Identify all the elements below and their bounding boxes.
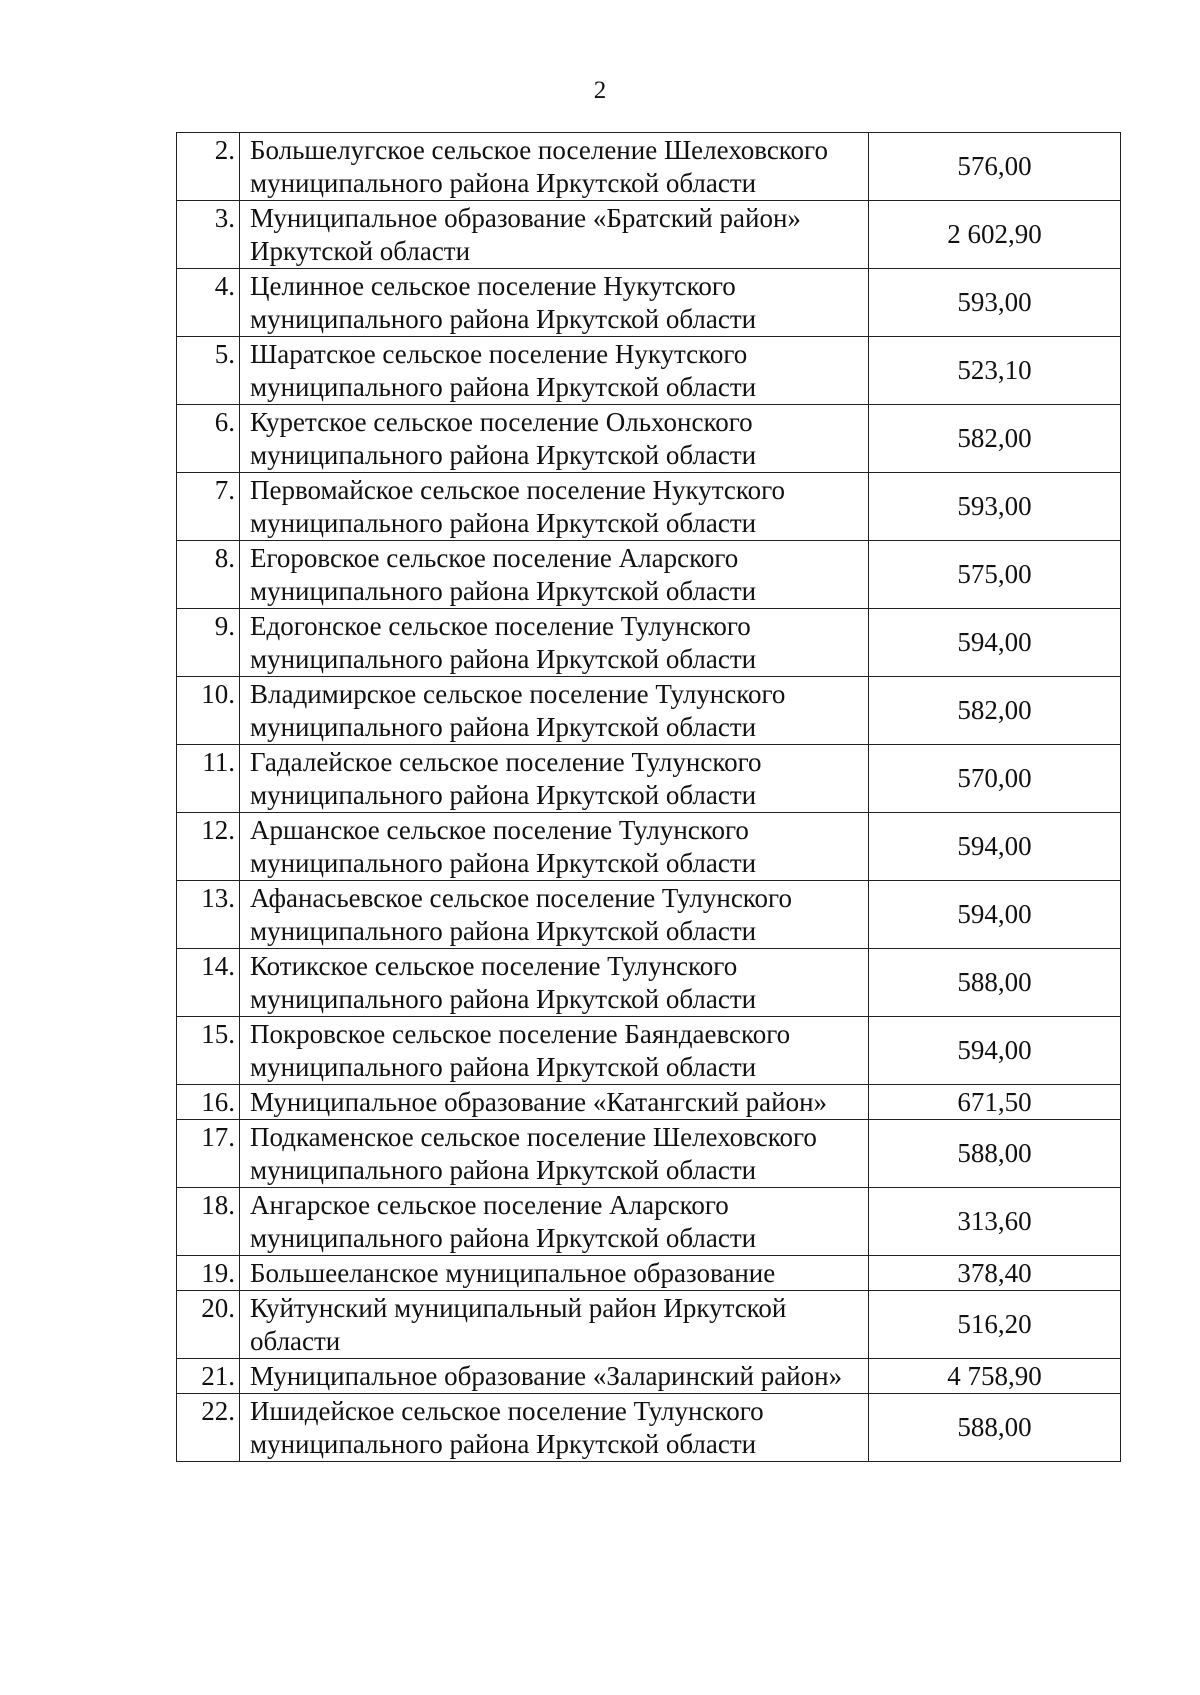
row-number: 3. xyxy=(177,201,240,269)
municipality-name: Муниципальное образование «Заларинский район» xyxy=(240,1359,869,1394)
table-row xyxy=(177,1085,1121,1120)
table-row xyxy=(177,1017,1121,1085)
row-number: 18. xyxy=(177,1188,240,1256)
row-number: 13. xyxy=(177,881,240,949)
municipality-name: Куретское сельское поселение Ольхонского муниципального района Иркутской области xyxy=(240,405,869,473)
table-row xyxy=(177,201,1121,269)
municipality-name: Большееланское муниципальное образование xyxy=(240,1256,869,1291)
row-number: 4. xyxy=(177,269,240,337)
row-number: 7. xyxy=(177,473,240,541)
amount-value: 582,00 xyxy=(869,405,1121,473)
amount-value: 593,00 xyxy=(869,473,1121,541)
table-row xyxy=(177,133,1121,201)
amount-value: 570,00 xyxy=(869,745,1121,813)
table-row xyxy=(177,1291,1121,1359)
municipality-name: Куйтунский муниципальный район Иркутской области xyxy=(240,1291,869,1359)
row-number: 9. xyxy=(177,609,240,677)
row-number: 22. xyxy=(177,1394,240,1462)
amount-value: 523,10 xyxy=(869,337,1121,405)
row-number: 10. xyxy=(177,677,240,745)
row-number: 17. xyxy=(177,1120,240,1188)
amount-value: 575,00 xyxy=(869,541,1121,609)
table-row xyxy=(177,1359,1121,1394)
municipality-name: Шаратское сельское поселение Нукутского муниципального района Иркутской области xyxy=(240,337,869,405)
table-row xyxy=(177,677,1121,745)
row-number: 2. xyxy=(177,133,240,201)
amount-value: 4 758,90 xyxy=(869,1359,1121,1394)
row-number: 19. xyxy=(177,1256,240,1291)
row-number: 21. xyxy=(177,1359,240,1394)
table-row xyxy=(177,337,1121,405)
amount-value: 378,40 xyxy=(869,1256,1121,1291)
municipality-name: Первомайское сельское поселение Нукутского муниципального района Иркутской области xyxy=(240,473,869,541)
row-number: 12. xyxy=(177,813,240,881)
amount-value: 594,00 xyxy=(869,1017,1121,1085)
amount-value: 594,00 xyxy=(869,881,1121,949)
municipality-name: Покровское сельское поселение Баяндаевского муниципального района Иркутской области xyxy=(240,1017,869,1085)
amount-value: 594,00 xyxy=(869,609,1121,677)
row-number: 14. xyxy=(177,949,240,1017)
municipality-name: Муниципальное образование «Братский район» Иркутской области xyxy=(240,201,869,269)
amount-value: 588,00 xyxy=(869,949,1121,1017)
table-row xyxy=(177,1188,1121,1256)
municipality-name: Егоровское сельское поселение Аларского муниципального района Иркутской области xyxy=(240,541,869,609)
table-row xyxy=(177,813,1121,881)
municipality-name: Подкаменское сельское поселение Шелеховского муниципального района Иркутской области xyxy=(240,1120,869,1188)
amount-value: 516,20 xyxy=(869,1291,1121,1359)
amount-value: 588,00 xyxy=(869,1120,1121,1188)
table-row xyxy=(177,269,1121,337)
municipality-name: Аршанское сельское поселение Тулунского муниципального района Иркутской области xyxy=(240,813,869,881)
row-number: 5. xyxy=(177,337,240,405)
table-row xyxy=(177,1256,1121,1291)
table-row xyxy=(177,473,1121,541)
amount-value: 593,00 xyxy=(869,269,1121,337)
row-number: 8. xyxy=(177,541,240,609)
row-number: 20. xyxy=(177,1291,240,1359)
municipality-name: Целинное сельское поселение Нукутского муниципального района Иркутской области xyxy=(240,269,869,337)
amount-value: 588,00 xyxy=(869,1394,1121,1462)
municipality-name: Афанасьевское сельское поселение Тулунского муниципального района Иркутской области xyxy=(240,881,869,949)
amount-value: 313,60 xyxy=(869,1188,1121,1256)
row-number: 16. xyxy=(177,1085,240,1120)
municipality-name: Муниципальное образование «Катангский район» xyxy=(240,1085,869,1120)
table-row xyxy=(177,405,1121,473)
row-number: 15. xyxy=(177,1017,240,1085)
page-number: 2 xyxy=(593,77,607,104)
table-row xyxy=(177,949,1121,1017)
municipality-name: Котикское сельское поселение Тулунского муниципального района Иркутской области xyxy=(240,949,869,1017)
table-row xyxy=(177,1394,1121,1462)
municipality-name: Ангарское сельское поселение Аларского муниципального района Иркутской области xyxy=(240,1188,869,1256)
amount-value: 594,00 xyxy=(869,813,1121,881)
municipality-name: Владимирское сельское поселение Тулунского муниципального района Иркутской области xyxy=(240,677,869,745)
municipality-name: Ишидейское сельское поселение Тулунского муниципального района Иркутской области xyxy=(240,1394,869,1462)
table-row xyxy=(177,1120,1121,1188)
table-row xyxy=(177,609,1121,677)
municipality-name: Большелугское сельское поселение Шелеховского муниципального района Иркутской области xyxy=(240,133,869,201)
allocation-table xyxy=(176,132,1121,1462)
table-row xyxy=(177,881,1121,949)
table-body xyxy=(177,133,1121,1462)
municipality-name: Едогонское сельское поселение Тулунского муниципального района Иркутской области xyxy=(240,609,869,677)
amount-value: 576,00 xyxy=(869,133,1121,201)
amount-value: 671,50 xyxy=(869,1085,1121,1120)
table-row xyxy=(177,745,1121,813)
row-number: 6. xyxy=(177,405,240,473)
table-row xyxy=(177,541,1121,609)
amount-value: 582,00 xyxy=(869,677,1121,745)
amount-value: 2 602,90 xyxy=(869,201,1121,269)
municipality-name: Гадалейское сельское поселение Тулунского муниципального района Иркутской области xyxy=(240,745,869,813)
row-number: 11. xyxy=(177,745,240,813)
